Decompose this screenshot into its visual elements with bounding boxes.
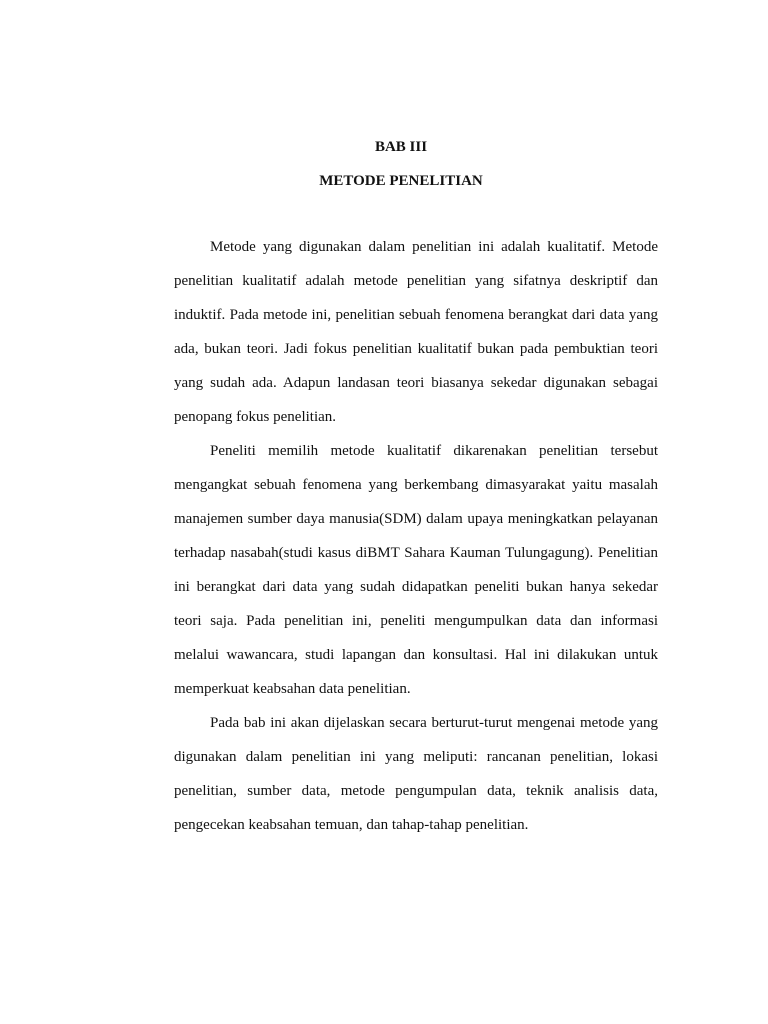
paragraph: Metode yang digunakan dalam penelitian ini adalah kualitatif. Metode penelitian kualitatif adalah metode penelitian yang sifatnya deskriptif dan induktif. Pada metode ini, penelitian sebuah fenomena berangkat dari data yang ada, bukan teori. Jadi fokus penelitian kualitatif bukan pada pembuktian teori yang sudah ada. Adapun landasan teori biasanya sekedar digunakan sebagai penopang fokus penelitian. bbox=[174, 239, 658, 425]
chapter-heading: BAB III bbox=[374, 139, 428, 155]
body-text bbox=[174, 230, 658, 842]
chapter-title: METODE PENELITIAN bbox=[319, 173, 483, 189]
paragraph: Peneliti memilih metode kualitatif dikarenakan penelitian tersebut mengangkat sebuah fenomena yang berkembang dimasyarakat yaitu masalah manajemen sumber daya manusia(SDM) dalam upaya meningkatkan pelayanan terhadap nasabah(studi kasus diBMT Sahara Kauman Tulungagung). Penelitian ini berangkat dari data yang sudah didapatkan peneliti bukan hanya sekedar teori saja. Pada penelitian ini, peneliti mengumpulkan data dan informasi melalui wawancara, studi lapangan dan konsultasi. Hal ini dilakukan untuk memperkuat keabsahan data penelitian. bbox=[174, 443, 658, 697]
paragraph: Pada bab ini akan dijelaskan secara berturut-turut mengenai metode yang digunakan dalam penelitian ini yang meliputi: rancanan penelitian, lokasi penelitian, sumber data, metode pengumpulan data, teknik analisis data, pengecekan keabsahan temuan, dan tahap-tahap penelitian. bbox=[174, 715, 658, 833]
